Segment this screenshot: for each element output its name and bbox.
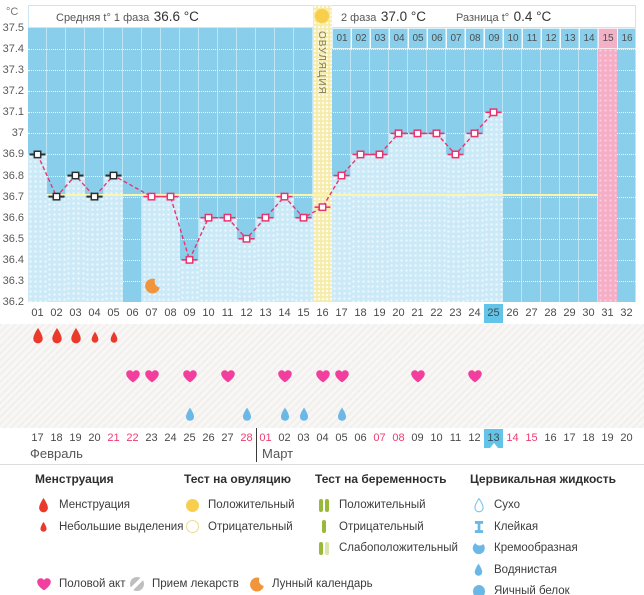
- legend-item-label: Клейкая: [494, 520, 539, 533]
- date-cell[interactable]: 20: [620, 432, 633, 444]
- avg-phase1-label: Средняя t° 1 фаза: [56, 12, 150, 24]
- legend-item: [35, 496, 130, 514]
- date-cell[interactable]: 11: [449, 432, 462, 444]
- legend-item-label: Кремообразная: [494, 542, 578, 554]
- legend-item-label: Яичный белок: [494, 585, 570, 595]
- y-axis-tick-label: 36.4: [2, 253, 24, 266]
- cycle-day-number: 01: [31, 307, 44, 319]
- cycle-day-number: 29: [563, 307, 576, 319]
- cycle-day-number: 04: [88, 307, 101, 319]
- date-cell-today[interactable]: 13: [484, 429, 503, 448]
- circle-blue-icon: [470, 585, 487, 595]
- cycle-day-number: 32: [620, 307, 633, 319]
- legend-item: [470, 518, 538, 536]
- legend-group-title: Тест на овуляцию: [184, 472, 291, 486]
- date-cell[interactable]: 02: [278, 432, 291, 444]
- date-cell[interactable]: 18: [50, 432, 63, 444]
- cycle-day-number: 12: [240, 307, 253, 319]
- date-cell[interactable]: 16: [544, 432, 557, 444]
- legend-item: [315, 539, 458, 557]
- avg-phase1-value: 36.6 °C: [153, 9, 199, 24]
- legend-item: [184, 496, 295, 514]
- cycle-day-number: 14: [278, 307, 291, 319]
- drop-blue-icon: [470, 563, 487, 577]
- legend-item-label: Прием лекарств: [152, 578, 239, 590]
- legend-item: [35, 518, 183, 536]
- circle-yellow-outline-icon: [184, 520, 201, 533]
- legend-item-label: Менструация: [59, 499, 130, 511]
- date-cell[interactable]: 24: [164, 432, 177, 444]
- cycle-day-number: 13: [259, 307, 272, 319]
- cycle-day-number: 31: [601, 307, 614, 319]
- month-label: Февраль: [30, 446, 83, 461]
- date-cell[interactable]: 07: [373, 432, 386, 444]
- bars-green-pale-icon: [315, 542, 332, 555]
- date-cell[interactable]: 09: [411, 432, 424, 444]
- dpo-day-label: 02: [351, 28, 371, 49]
- y-axis-tick-label: 36.7: [2, 190, 24, 203]
- legend-item: [315, 518, 424, 536]
- date-cell[interactable]: 04: [316, 432, 329, 444]
- legend-item-label: Сухо: [494, 499, 521, 511]
- month-label: Март: [262, 446, 294, 461]
- dpo-day-label: 14: [579, 28, 599, 49]
- date-cell[interactable]: 08: [392, 432, 405, 444]
- dpo-day-label: 12: [541, 28, 561, 49]
- date-cell[interactable]: 17: [31, 432, 44, 444]
- legend-group-title: Цервикальная жидкость: [470, 472, 617, 486]
- date-cell[interactable]: 14: [506, 432, 519, 444]
- date-cell[interactable]: 18: [582, 432, 595, 444]
- y-axis-tick-label: 37.4: [2, 43, 24, 56]
- sticky-blue-icon: [470, 520, 487, 534]
- date-cell[interactable]: 19: [601, 432, 614, 444]
- cycle-day-number: 15: [297, 307, 310, 319]
- y-axis-unit-label: °C: [6, 6, 19, 18]
- cycle-day-number: 18: [354, 307, 367, 319]
- y-axis-tick-label: 36.5: [2, 232, 24, 245]
- date-cell[interactable]: 27: [221, 432, 234, 444]
- date-cell[interactable]: 23: [145, 432, 158, 444]
- cycle-day-number: 22: [430, 307, 443, 319]
- dpo-day-label: 03: [370, 28, 390, 49]
- date-cell[interactable]: 19: [69, 432, 82, 444]
- cycle-day-number-highlighted: 25: [484, 304, 503, 323]
- legend-group-title: Тест на беременность: [315, 472, 447, 486]
- legend-item: [470, 561, 557, 579]
- date-cell[interactable]: 25: [183, 432, 196, 444]
- bar-one-green-icon: [315, 520, 332, 533]
- creamy-blue-icon: [470, 542, 487, 555]
- date-cell[interactable]: 03: [297, 432, 310, 444]
- moon-orange-icon: [248, 577, 265, 592]
- cycle-day-number: 27: [525, 307, 538, 319]
- legend-item-label: Водянистая: [494, 563, 558, 576]
- circle-yellow-filled-icon: [184, 499, 201, 512]
- dpo-day-label: 07: [446, 28, 466, 49]
- date-cell[interactable]: 22: [126, 432, 139, 444]
- legend-group-title: Менструация: [35, 472, 114, 486]
- legend-item: [470, 496, 520, 514]
- cycle-day-number: 20: [392, 307, 405, 319]
- y-axis-tick-label: 37.1: [2, 106, 24, 119]
- dpo-day-label: 11: [522, 28, 542, 49]
- ovulation-label: ОВУЛЯЦИЯ: [316, 31, 327, 95]
- cycle-day-number: 09: [183, 307, 196, 319]
- legend-item: [470, 582, 570, 595]
- legend-footer-item: [248, 575, 373, 593]
- cycle-day-number: 11: [221, 307, 234, 319]
- legend-item: [315, 496, 426, 514]
- legend-footer-item: [35, 575, 125, 593]
- legend-item-label: Отрицательный: [208, 520, 293, 533]
- y-axis-tick-label: 36.9: [2, 148, 24, 161]
- cycle-day-number: 30: [582, 307, 595, 319]
- y-axis-tick-label: 36.3: [2, 274, 24, 287]
- date-cell[interactable]: 26: [202, 432, 215, 444]
- cycle-day-number: 24: [468, 307, 481, 319]
- cycle-day-number: 02: [50, 307, 63, 319]
- phase2-label: 2 фаза: [341, 12, 377, 24]
- y-axis-tick-label: 37.2: [2, 85, 24, 98]
- legend-item: [184, 518, 293, 536]
- dpo-day-label: 16: [617, 28, 637, 49]
- y-axis-tick-label: 37.3: [2, 64, 24, 77]
- heart-pink-icon: [35, 577, 52, 591]
- date-cell[interactable]: 15: [525, 432, 538, 444]
- date-cell[interactable]: 06: [354, 432, 367, 444]
- cycle-day-number: 26: [506, 307, 519, 319]
- cycle-day-number: 23: [449, 307, 462, 319]
- cycle-day-number: 19: [373, 307, 386, 319]
- cycle-day-number: 07: [145, 307, 158, 319]
- legend-item-label: Положительный: [208, 499, 295, 511]
- dpo-day-label: 05: [408, 28, 428, 49]
- drop-red-big-icon: [35, 497, 52, 514]
- cycle-day-number: 06: [126, 307, 139, 319]
- dpo-day-label: 13: [560, 28, 580, 49]
- date-cell[interactable]: 21: [107, 432, 120, 444]
- phase2-value: 37.0 °C: [380, 9, 427, 24]
- dpo-day-label: 09: [484, 28, 504, 49]
- y-axis-tick-label: 37: [11, 127, 24, 140]
- date-cell[interactable]: 28: [240, 432, 253, 444]
- cycle-day-number: 10: [202, 307, 215, 319]
- pill-gray-icon: [128, 577, 145, 591]
- cycle-day-number: 17: [335, 307, 348, 319]
- cycle-day-number: 28: [544, 307, 557, 319]
- date-cell[interactable]: 10: [430, 432, 443, 444]
- drop-outline-blue-icon: [470, 498, 487, 513]
- cycle-day-number: 08: [164, 307, 177, 319]
- cycle-day-number: 21: [411, 307, 424, 319]
- dpo-day-label: 10: [503, 28, 523, 49]
- legend-item-label: Небольшие выделения: [59, 520, 184, 533]
- legend-item: [470, 539, 578, 557]
- dpo-day-label: 15: [598, 28, 618, 49]
- dpo-day-label: 04: [389, 28, 409, 49]
- bars-two-green-icon: [315, 499, 332, 512]
- diff-value: 0.4 °C: [513, 9, 552, 24]
- date-cell[interactable]: 05: [335, 432, 348, 444]
- y-axis-tick-label: 37.5: [2, 22, 24, 34]
- dpo-day-label: 06: [427, 28, 447, 49]
- dpo-day-label: 01: [332, 28, 352, 49]
- diff-label: Разница t°: [456, 12, 510, 24]
- y-axis-tick-label: 36.2: [2, 296, 24, 308]
- date-cell[interactable]: 20: [88, 432, 101, 444]
- drop-red-small-icon: [35, 521, 52, 533]
- cycle-day-number: 03: [69, 307, 82, 319]
- legend-item-label: Положительный: [339, 499, 426, 511]
- legend-item-label: Отрицательный: [339, 520, 424, 533]
- dpo-day-label: 08: [465, 28, 485, 49]
- cycle-day-number: 05: [107, 307, 120, 319]
- legend-item-label: Половой акт: [59, 578, 126, 590]
- cycle-day-number: 16: [316, 307, 329, 319]
- legend-footer-item: [128, 575, 239, 593]
- date-cell[interactable]: 12: [468, 432, 481, 444]
- date-cell[interactable]: 01: [259, 432, 272, 444]
- legend-item-label: Слабоположительный: [339, 542, 458, 554]
- y-axis-tick-label: 36.6: [2, 211, 24, 224]
- date-cell[interactable]: 17: [563, 432, 576, 444]
- legend-item-label: Лунный календарь: [272, 578, 373, 590]
- y-axis-tick-label: 36.8: [2, 169, 24, 182]
